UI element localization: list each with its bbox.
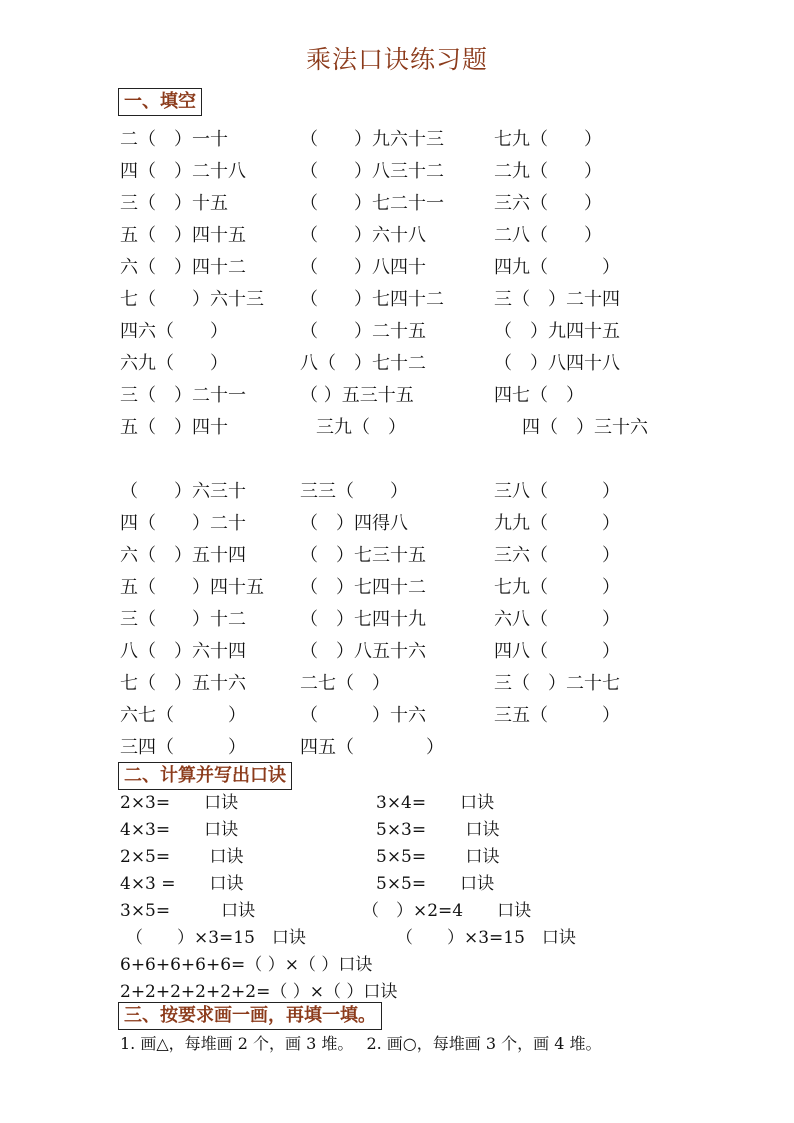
fill-item: 五（ ）四十 [120, 417, 228, 438]
fill-item: （ ）七三十五 [300, 545, 426, 566]
fill-item: 六（ ）四十二 [120, 257, 246, 278]
fill-item: 七九（ ） [494, 129, 602, 150]
fill-item: （ ）四得八 [300, 513, 408, 534]
fill-item: （ ）七四十二 [300, 289, 444, 310]
fill-item: 四（ ）三十六 [522, 417, 648, 438]
fill-item: （ ）八四十八 [494, 353, 620, 374]
fill-item: 五（ ）四十五 [120, 577, 264, 598]
fill-item: 六九（ ） [120, 353, 228, 374]
fill-item: （ ）五三十五 [300, 385, 414, 406]
fill-item: 三（ ）二十七 [494, 673, 620, 694]
fill-item: 三八（ ） [494, 481, 620, 502]
fill-item: 四七（ ） [494, 385, 584, 406]
fill-item: 三六（ ） [494, 193, 602, 214]
fill-item: 六八（ ） [494, 609, 620, 630]
draw-instructions: 1. 画△，每堆画 2 个，画 3 堆。 2. 画○，每堆画 3 个，画 4 堆。 [120, 1034, 602, 1053]
fill-item: 七（ ）五十六 [120, 673, 246, 694]
fill-item: 三六（ ） [494, 545, 620, 566]
fill-item: 四六（ ） [120, 321, 228, 342]
fill-item: 四九（ ） [494, 257, 620, 278]
fill-item: （ ）七二十一 [300, 193, 444, 214]
fill-item: （ ）九四十五 [494, 321, 620, 342]
fill-item: 三（ ）十五 [120, 193, 228, 214]
fill-item: 三五（ ） [494, 705, 620, 726]
calc-item: （ ）×3=15 口诀 [126, 928, 306, 948]
calc-item: 4×3 = 口诀 [120, 874, 244, 894]
fill-item: 二（ ）一十 [120, 129, 228, 150]
fill-item: 七（ ）六十三 [120, 289, 264, 310]
calc-item: 2×5= 口诀 [120, 847, 244, 867]
fill-item: 二八（ ） [494, 225, 602, 246]
fill-item: 七九（ ） [494, 577, 620, 598]
fill-item: 四（ ）二十八 [120, 161, 246, 182]
fill-item: 三（ ）十二 [120, 609, 246, 630]
fill-item: 四五（ ） [300, 737, 444, 758]
calc-item: 2+2+2+2+2+2=（ ）×（ ）口诀 [120, 982, 398, 1002]
section-calc-heading: 二、计算并写出口诀 [118, 762, 292, 790]
fill-item: （ ）九六十三 [300, 129, 444, 150]
calc-item: 5×5= 口诀 [376, 847, 500, 867]
fill-item: 三四（ ） [120, 737, 246, 758]
fill-item: 三三（ ） [300, 481, 408, 502]
fill-item: 二九（ ） [494, 161, 602, 182]
calc-item: 3×4= 口诀 [376, 793, 495, 813]
fill-item: 三（ ）二十四 [494, 289, 620, 310]
fill-item: 九九（ ） [494, 513, 620, 534]
fill-item: 三九（ ） [316, 417, 406, 438]
fill-item: （ ）二十五 [300, 321, 426, 342]
fill-item: （ ）八四十 [300, 257, 426, 278]
fill-item: 六（ ）五十四 [120, 545, 246, 566]
fill-item: 五（ ）四十五 [120, 225, 246, 246]
calc-item: 4×3= 口诀 [120, 820, 239, 840]
fill-item: （ ）六十八 [300, 225, 426, 246]
fill-item: （ ）八三十二 [300, 161, 444, 182]
calc-item: 5×3= 口诀 [376, 820, 500, 840]
fill-item: （ ）十六 [300, 705, 426, 726]
fill-item: 二七（ ） [300, 673, 390, 694]
fill-item: 四（ ）二十 [120, 513, 246, 534]
section-fill-blank-heading: 一、填空 [118, 88, 202, 116]
calc-item: （ ）×3=15 口诀 [396, 928, 576, 948]
fill-item: （ ）七四十二 [300, 577, 426, 598]
calc-item: 3×5= 口诀 [120, 901, 256, 921]
fill-item: 八（ ）七十二 [300, 353, 426, 374]
calc-item: 5×5= 口诀 [376, 874, 495, 894]
page-title: 乘法口诀练习题 [305, 45, 488, 74]
fill-item: （ ）六三十 [120, 481, 246, 502]
calc-item: （ ）×2=4 口诀 [362, 901, 532, 921]
fill-item: 八（ ）六十四 [120, 641, 246, 662]
fill-item: 六七（ ） [120, 705, 246, 726]
fill-item: 四八（ ） [494, 641, 620, 662]
fill-item: （ ）八五十六 [300, 641, 426, 662]
fill-item: 三（ ）二十一 [120, 385, 246, 406]
calc-item: 6+6+6+6+6=（ ）×（ ）口诀 [120, 955, 373, 975]
fill-item: （ ）七四十九 [300, 609, 426, 630]
section-draw-heading: 三、按要求画一画，再填一填。 [118, 1002, 382, 1030]
calc-item: 2×3= 口诀 [120, 793, 239, 813]
